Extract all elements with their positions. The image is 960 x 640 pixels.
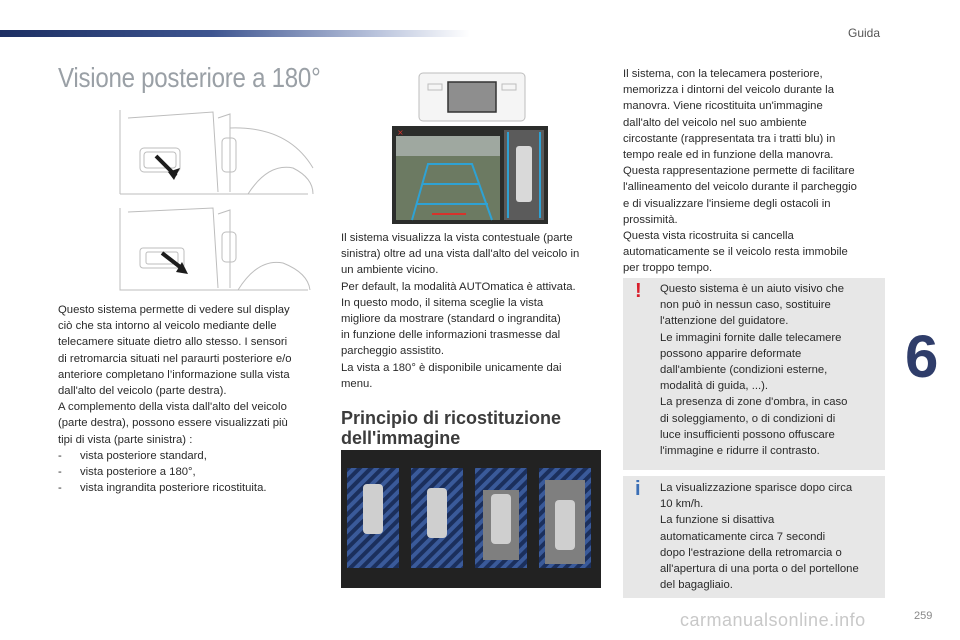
warning-icon: ! [635, 280, 642, 302]
list-item: - vista ingrandita posteriore ricostituita. [58, 482, 267, 495]
svg-text:×: × [397, 128, 404, 137]
watermark: carmanualsonline.info [680, 610, 866, 630]
chapter-tab: 6 [903, 318, 960, 396]
page-title: Visione posteriore a 180° [58, 62, 321, 93]
warning-box: ! Questo sistema è un aiuto visivo che non può in nessun caso, sostituire l'attenzione del guidatore. Le immagini fornite dalle telecamere possono apparire deformate dall'ambiente (condizioni esterne, modalità di guida, ...). La presenza di zone d'ombra, in caso di soleggiamento, o di condizioni di luce insufficienti possono offuscare l'immagine e ridurre il contrasto. [623, 278, 885, 470]
info-icon: i [635, 478, 641, 500]
reconstruction-sequence-image [341, 450, 601, 588]
list-item: - vista posteriore a 180°, [58, 466, 196, 479]
info-box: i La visualizzazione sparisce dopo circa 10 km/h. La funzione si disattiva automaticamente circa 7 secondi dopo l'estrazione della retromarcia o all'apertura di una porta o del portellone del bagagliaio. [623, 476, 885, 598]
section-heading: Principio di ricostituzione dell'immagine [341, 408, 562, 448]
camera-screen-image [392, 126, 548, 224]
van-rear-illustration [118, 108, 318, 296]
page-number: 259 [914, 610, 933, 622]
section-label: Guida [848, 26, 881, 40]
header-bar [0, 30, 470, 37]
context-view-text: Il sistema visualizza la vista contestuale (parte sinistra) oltre ad una vista dall'alto del veicolo in un ambiente vicino. Per default, la modalità AUTOmatica è attivata. In questo modo, il sitema sceglie la vista migliore da mostrare (standard o ingrandita) in funzione delle informazioni trasmesse dal parcheggio assistito. La vista a 180° è disponibile unicamente dai menu. [341, 232, 580, 390]
reconstruction-text: Il sistema, con la telecamera posteriore, memorizza i dintorni del veicolo durante la manovra. Viene ricostituita un'immagine dall'alto del veicolo nel suo ambiente circostante (rappresentata tra i tratti blu) in tempo reale ed in funzione della manovra. Questa rappresentazione permette di facilitare l'allineamento del veicolo durante il parcheggio e di visualizzare l'insieme degli ostacoli in prossimità. Questa vista ricostruita si cancella automaticamente se il veicolo resta immobile per troppo tempo. [623, 68, 857, 275]
intro-text: Questo sistema permette di vedere sul display ciò che sta intorno al veicolo mediante delle telecamere situate dietro allo stesso. I sensori di retromarcia situati nel paraurti posteriore e/o anteriore completano l’informazione sulla vista dall'alto del veicolo (parte destra). A complemento della vista dall'alto del veicolo (parte destra), possono essere visualizzati più tipi di vista (parte sinistra) : - vista posteriore standard, - vista posteriore a 180°, - vista ingrandita posteriore ricostituita. [58, 302, 320, 496]
list-item: - vista posteriore standard, [58, 449, 207, 462]
dashboard-screen-illustration [418, 72, 526, 122]
